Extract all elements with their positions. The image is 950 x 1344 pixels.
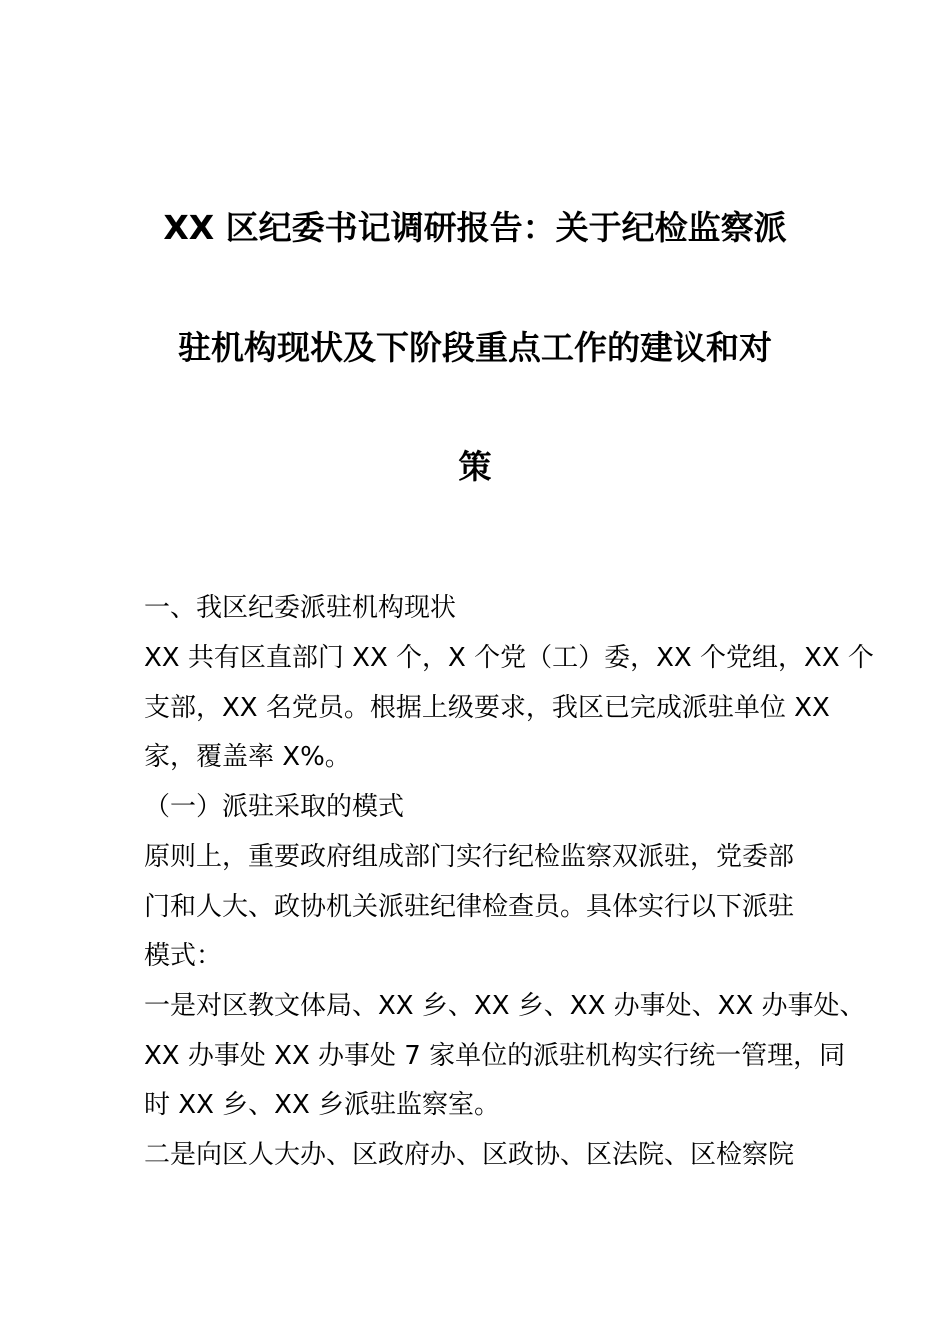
paragraph-line: XX 共有区直部门 XX 个，X 个党（工）委，XX 个党组，XX 个 — [144, 643, 874, 673]
document-title-line-3: 策 — [458, 447, 492, 486]
document-title-line-1: XX 区纪委书记调研报告：关于纪检监察派 — [163, 208, 787, 247]
paragraph-line: 支部，XX 名党员。根据上级要求，我区已完成派驻单位 XX — [144, 693, 830, 723]
section-heading: 一、我区纪委派驻机构现状 — [144, 593, 457, 623]
paragraph-line: 家，覆盖率 X%。 — [144, 742, 351, 772]
subsection-heading: （一）派驻采取的模式 — [144, 792, 405, 822]
paragraph-line: 时 XX 乡、XX 乡派驻监察室。 — [144, 1090, 501, 1120]
document-title-line-2: 驻机构现状及下阶段重点工作的建议和对 — [178, 328, 772, 367]
paragraph-line: XX 办事处 XX 办事处 7 家单位的派驻机构实行统一管理，同 — [144, 1041, 846, 1071]
paragraph-line: 一是对区教文体局、XX 乡、XX 乡、XX 办事处、XX 办事处、 — [144, 991, 866, 1021]
paragraph-line: 二是向区人大办、区政府办、区政协、区法院、区检察院 — [144, 1140, 795, 1170]
paragraph-line: 模式： — [144, 941, 223, 971]
paragraph-line: 门和人大、政协机关派驻纪律检查员。具体实行以下派驻 — [144, 892, 795, 922]
paragraph-line: 原则上，重要政府组成部门实行纪检监察双派驻，党委部 — [144, 842, 795, 872]
